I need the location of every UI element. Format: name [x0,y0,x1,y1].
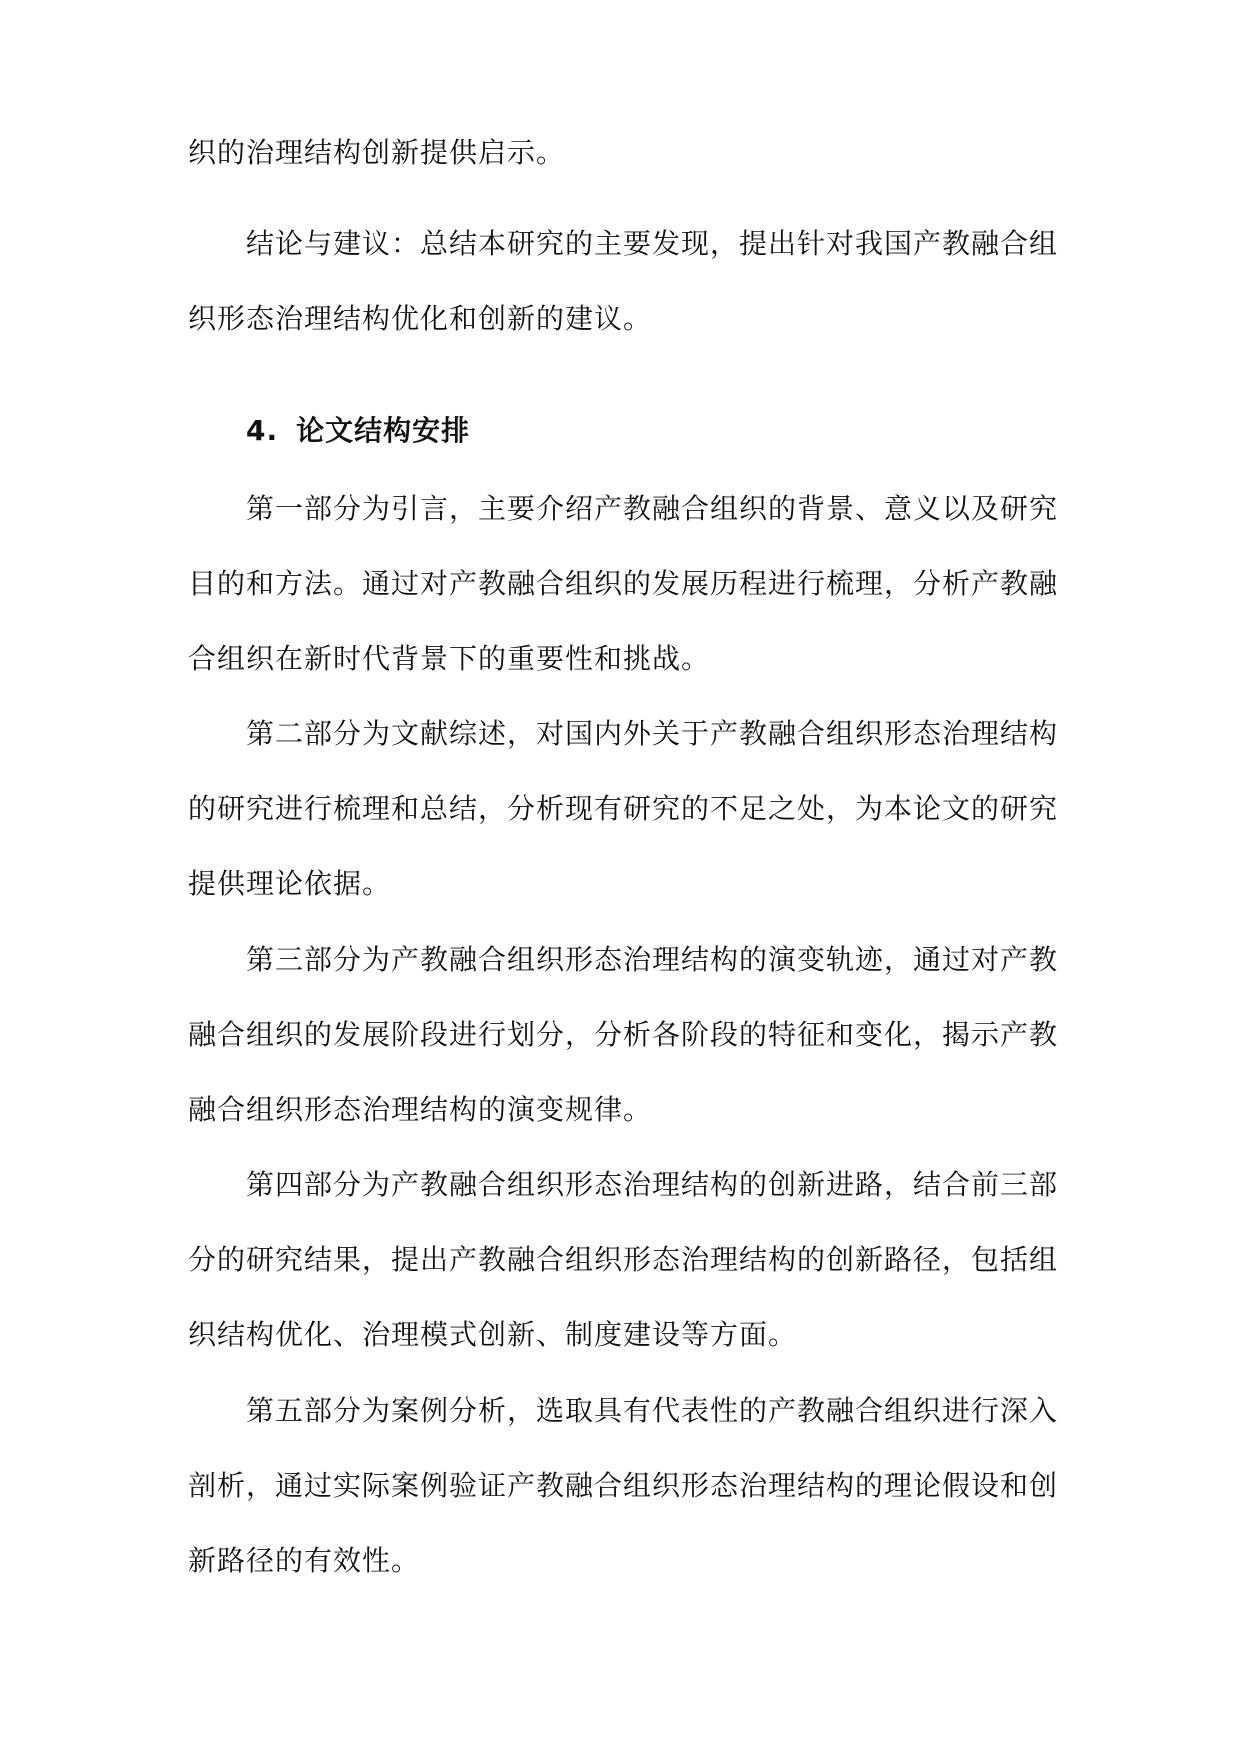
part-1-line: 合组织在新时代背景下的重要性和挑战。 [188,642,711,675]
part-1-line: 第一部分为引言，主要介绍产教融合组织的背景、意义以及研究 [246,492,1059,525]
part-4-line: 分的研究结果，提出产教融合组织形态治理结构的创新路径，包括组 [188,1243,1059,1276]
part-5-line: 剖析，通过实际案例验证产教融合组织形态治理结构的理论假设和创 [188,1469,1059,1502]
section-heading [246,411,470,451]
paragraph-continued-line: 织的治理结构创新提供启示。 [188,136,566,169]
part-2-line: 的研究进行梳理和总结，分析现有研究的不足之处，为本论文的研究 [188,792,1059,825]
section-number: 4. [246,414,279,447]
part-2-line: 第二部分为文献综述，对国内外关于产教融合组织形态治理结构 [246,717,1059,750]
part-4-line: 第四部分为产教融合组织形态治理结构的创新进路，结合前三部 [246,1168,1059,1201]
part-1-line: 目的和方法。通过对产教融合组织的发展历程进行梳理，分析产教融 [188,567,1059,600]
section-title: 论文结构安排 [296,414,471,447]
conclusion-line: 结论与建议：总结本研究的主要发现，提出针对我国产教融合组 [246,227,1059,260]
conclusion-line: 织形态治理结构优化和创新的建议。 [188,302,653,335]
part-3-line: 第三部分为产教融合组织形态治理结构的演变轨迹，通过对产教 [246,943,1059,976]
part-2-line: 提供理论依据。 [188,867,392,900]
part-3-line: 融合组织的发展阶段进行划分，分析各阶段的特征和变化，揭示产教 [188,1018,1059,1051]
part-5-line: 第五部分为案例分析，选取具有代表性的产教融合组织进行深入 [246,1394,1059,1427]
part-4-line: 织结构优化、治理模式创新、制度建设等方面。 [188,1318,798,1351]
part-5-line: 新路径的有效性。 [188,1544,421,1577]
part-3-line: 融合组织形态治理结构的演变规律。 [188,1093,653,1126]
